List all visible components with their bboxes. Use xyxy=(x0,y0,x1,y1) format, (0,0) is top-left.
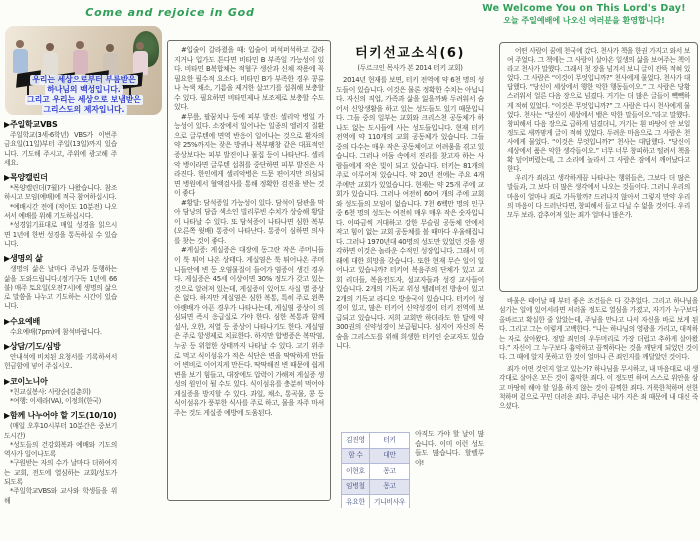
section-item: *구원받는 자의 수가 날마다 더하여지는 교회, 전도에 열심하는 교회/성도가 되도록 xyxy=(4,459,117,487)
mission-subtitle: (두르크인 목사가 본 2014 터키 교회) xyxy=(357,64,463,72)
missionary-row xyxy=(342,448,410,464)
section-item: 안내석에 비치된 요청서를 기록하셔서 헌금함에 넣어 주십시오. xyxy=(4,353,117,371)
closing-paragraph: 바울은 태어날 때 부터 좋은 조건들은 다 갖추었다. 그리고 하나님을 섬기는 일에 있어서라면 서러울 정도로 열심을 가졌고, 자기가 누구보다 올바르고 확실한 줄 알았는데, 주님을 만나고 나서 자신을 바로 보게 된다. 그리고 그는 이렇게 고백한다. “나는 하나님의 영광을 가리고, 대적하는 자로 살아왔다. 정말 죄인의 우두머리로 가장 더럽고 추하게 살아왔다.” 자신이 그 누구보다 흉악하고 끔찍하다는 것을 깨닫게 되었던 것이다. 그 때에 알지 못하고 한 것이 얼마나 큰 죄인지를 깨달았던 것이다. xyxy=(499,297,698,362)
health-paragraph: #황달: 담석증일 가능성이 있다. 담석이 담관을 막아 담낭의 담즙 색소인 빌리루빈 수치가 상승해 황달이 나타날 수 있다. 또 담석증이 나타나면 심한 복부(오른쪽 윗배) 통증이 나타난다. 통증이 심하면 의사를 찾는 것이 좋다. xyxy=(174,198,324,245)
announcement-section xyxy=(4,376,117,407)
missionary-country-cell: 대만 xyxy=(369,448,409,464)
caption-line-text: 우리는 세상으로부터 부름받은 xyxy=(32,75,136,84)
announcement-section xyxy=(4,253,117,311)
announcement-section xyxy=(4,316,117,337)
section-item: 수요예배(7pm)에 참석바랍니다. xyxy=(10,327,102,336)
missionary-name-cell: 함 수 xyxy=(342,448,370,464)
missionary-row xyxy=(342,495,410,509)
missionary-country-cell: 터키 xyxy=(369,433,409,449)
story-paragraph: 우리가 죄라고 생각하게끔 나타나는 행위들은, 그보다 더 많은 말들과, 그 보다 더 많은 생각에서 나오는 것들이다. 그러니 우리의 마음이 얼마나 죄로 가득할까? 드러나지 않아서 그렇지 만약 우리의 마음이 다 드러난다면, 창피해서 들고 다닐 수 없을 것이다. 우리 모두 보라. 감추어져 있는 죄가 얼마나 많은가. xyxy=(507,174,690,219)
announcements-column xyxy=(4,119,117,510)
mission-body: 2014년 현재를 보면, 터키 전역에 약 6천 명의 성도들이 있습니다. 이것은 물론 정확한 수치는 아닙니다. 자신의 직업, 가족과 삶을 잃을까봐 두려워서 숨어서 신앙생활을 하고 있는 성도들도 있기 때문입니다. 그들 중의 일부는 교회와 크리스천 공동체가 하나도 없는 도시들에 사는 성도들입니다. 현재 터키 전역에 약 110개의 교회 공동체가 있습니다. 그들 중의 다수는 매우 작은 공동체이고 어려움을 겪고 있습니다. 그러나 어둠 속에서 진리를 찾고자 하는 사람들에게 작은 빛이 되고 있습니다. 터키는 81개의 주로 이루어져 있습니다. 약 20년 전에는 주요 4개 주에만 교회가 있었습니다. 현재는 약 25개 주에 교회가 있습니다. 그러나 여전히 60여 개의 주에 교회와 성도들의 모임이 없습니다. 7천 6백만 명의 인구 중 6천 명의 성도는 여전히 매우 매우 작은 숫자입니다. 이따금씩 거대하고 강한 무슬림 공동체 안에서 작고 힘이 없는 교회 공동체를 볼 때마다 우울해집니다. 그러나 1970년대 40명의 성도만 있었던 것을 생각하면 이것은 놀라운 수적인 성장입니다. 그래서 미래에 대한 희망을 갖습니다. 또한 현재 무슨 일이 일어나고 있습니까? 터키어 복음주의 단체가 있고 교회 리더들, 복음전도자, 설교자들과 성경 교사들이 있습니다. 2개의 기독교 위성 텔레비전 방송이 있고 2개의 기독교 라디오 방송국이 있습니다. 터키어 성경이 있고, 많은 터키어 신약성경이 터키 전역에 보급되고 있습니다. 저희 교회만 하더라도 한 달에 약 300권의 신약성경이 보급됩니다. 심지어 자신의 목숨을 그리스도를 위해 희생한 터키인 순교자도 있습니다. xyxy=(336,76,484,350)
missionary-country-cell: 기니비사우 xyxy=(369,495,409,509)
mission-bottom xyxy=(336,430,484,508)
photo-caption xyxy=(12,72,156,112)
welcome-header xyxy=(470,3,698,26)
section-title: ▶주일학교VBS xyxy=(4,120,58,129)
section-item: 생명의 삶은 날마다 주님과 동행하는 삶을 도와드립니다.(정기구독 1년에 66불) 매주 토요일(오전7시)에 생명의 삶으로 말씀을 나누고 기도하는 시간이 있습니다. xyxy=(4,265,117,311)
section-title: ▶상담/기도/심방 xyxy=(4,342,61,352)
section-item: 주일학교(3세-6학년) VBS가 이번주 금요일(11일)부터 주일(13일)까지 있습니다. 기도해 주시고, 주위에 광고해 주세요. xyxy=(4,131,117,167)
caption-line xyxy=(12,72,156,82)
caption-line-text: 그리스도의 제자입니다. xyxy=(43,105,125,114)
section-item: *주일학교VBS와 교사와 학생들을 위해 xyxy=(4,487,117,505)
missionary-row xyxy=(342,464,410,480)
section-title: ▶함께 나누어야 할 기도(10/10) xyxy=(4,411,117,421)
caption-line-text: 그리고 우리는 세상으로 보냄받은 xyxy=(27,95,141,104)
section-item: *성경읽기표대로 매일 성경을 읽으시면 1년에 한번 성경을 통독하실 수 있습니다. xyxy=(4,221,117,248)
announcement-section xyxy=(4,341,117,372)
missionary-name-cell: 이현호 xyxy=(342,464,370,480)
section-item: *친교실봉사: 사랑순(김춘희) xyxy=(10,387,91,396)
mission-article xyxy=(336,42,484,508)
closing-paragraph: 죄가 어떤 것인지 알고 있는가? 하나님을 무시하고, 내 마음대로 내 생각대로 살아온 모든 것이 흉악한 죄다. 이 정도면 하며 스스로 위안을 삼고 마땅히 해야 할 일을 하지 않는 것이 끔찍한 죄다. 거룩한척하며 선한척하며 겉으로 꾸민 더러운 죄다. 주님은 내가 지은 죄 때문에 내 대신 죽으셨다. xyxy=(499,364,698,411)
missionary-table-body xyxy=(342,433,410,509)
section-item: *예배시간 전에 (적어도 10분전) 나오셔서 예배를 위해 기도하십시다. xyxy=(4,202,117,221)
section-item: *성도들의 건강회복과 예배와 기도의 역사가 일어나도록 xyxy=(4,440,117,459)
section-title: ▶목양캘린더 xyxy=(4,173,48,183)
missionary-country-cell: 몽고 xyxy=(369,479,409,495)
missionary-row xyxy=(342,433,410,449)
missionary-name-cell: 임병철 xyxy=(342,479,370,495)
story-paragraph: 어떤 사람이 꿈에 천국에 갔다. 천사가 책을 한권 가지고 와서 보여 주었다. 그 책에는 그 사람이 살아온 일생의 삶을 보여주는 책이라고 천사가 말했다. 그래서 첫 장을 넘겨서 보니 글이 잔뜩 적혀 있었다. 그 사람은 “이것이 무엇입니까?” 천사에게 물었다. 천사가 대답했다. “당신이 세상에서 행한 악한 행동들이오.” 그 사람은 당황스러워서 얼른 다음 장으로 넘겼다. 거기는 더 많은 글들이 빽빽하게 적혀 있었다. “이것은 무엇입니까?” 그 사람은 다시 천사에게 물었다. 천사는 “당신이 세상에서 뱉은 악한 말들이오.”라고 말했다. 창피해서 다음 장으로 급하게 넘겼더니, 거기는 흰 바탕이 안 보일 정도로 새까맣게 글이 적혀 있었다. 두려운 마음으로 그 사람은 천사에게 물었다. “이것은 무엇입니까?” 천사는 대답했다. “당신이 세상에서 품은 악한 생각들이오.” 너무 너무 창피하고 떨려서 책을 확 덮어버렸는데, 그 소리에 놀라서 그 사람은 잠에서 깨어났다고 한다. xyxy=(507,47,690,174)
left-page-motto: Come and rejoice in God xyxy=(85,6,255,19)
section-item: *여행: 이세라(VA), 이정희(한국) xyxy=(10,396,101,405)
health-paragraph: #게실증: 게실증은 대장에 동그란 작은 주머니들이 툭 튀어 나온 상태다. 게실염은 툭 튀어나온 주머니들안에 변 등 오염물질이 들어가 염증이 생긴 경우다. 게실증은 45세 이상이면 30% 정도가 갖고 있는 것으로 알려져 있는데, 게실증이 있어도 사실 별 증상은 없다. 하지만 게실염은 심한 복통, 특히 주로 왼쪽 아랫배가 아픈 경우가 나타나는데, 게실염 증상이 의심되면 즉시 응급실로 가야 한다. 심한 복통과 함께 설사, 오한, 저열 등 증상이 나타나기도 한다. 게실염은 주로 항생제로 치료한다. 하지만 합병증은 복막염, 누공 등 위험한 상태까지 나타날 수 있다. 고기 위주로 먹고 식이섬유가 적은 식단은 변을 딱딱하게 만들어 변비로 이어지게 만든다. 딱딱해진 변 때문에 쉽게 변을 보기 힘들고, 대장에도 압력이 가해져 게실증 생성의 원인이 될 수도 있다. 식이섬유를 충분히 먹어야 게실증을 방지할 수 있다. 과일, 채소, 통곡물, 콩 등 식이섬유가 풍부한 식사를 주로 하고, 물을 자주 마셔 주는 것도 게실증 예방에 도움된다. xyxy=(174,246,324,417)
health-paragraph: #입술이 갈라졌을 때: 입술이 퍼석퍼석하고 갈라지거나 입가도 튼다면 비타민 B 부족일 가능성이 있다. 비타민 B복합체는 적혈구 생산과 신체 작용에 꼭 필요한 필수적 요소다. 비타민 B가 부족한 경우 콩류나 녹색 채소, 기름을 제거한 살코기를 섭취해 보충할 수 있다. 필요하면 비타민제나 보조제로 보충할 수도 있다. xyxy=(174,46,324,112)
health-paragraph: #무릎, 팔꿈치나 등에 피부 발진: 셀리악 병일 가능성이 있다. 소장에서 일어나는 일종의 엘러지 질환으로 글루텐에 면역 반응이 일어나는 것으로 환자의 약 25%까지는 잦은 방귀나 복부팽창 같은 대표적인 증상보다는 피부 발진이나 물집 등이 나타난다. 셀리악 병이라면 글루텐 섭취를 중단하면 피부 발진은 사라진다. 한인에게 셀리악병은 드문 편이지만 의심되면 병원에서 혈액검사를 통해 정확한 검진을 받는 것이 좋다 xyxy=(174,112,324,198)
mission-title: 터키선교소식(6) xyxy=(355,46,465,61)
section-item: (매일 오후10시부터 10분간은 중보기도시간) xyxy=(4,422,117,440)
section-title: ▶생명의 삶 xyxy=(4,254,43,264)
missionary-table xyxy=(341,432,410,508)
announcement-section xyxy=(4,410,117,506)
welcome-line-en: We Welcome You on This Lord's Day! xyxy=(482,3,686,14)
welcome-line-ko: 오늘 주일예배에 나오신 여러분을 환영합니다! xyxy=(503,16,665,25)
caption-line-text: 하나님의 백성입니다. xyxy=(47,85,121,94)
announcement-section xyxy=(4,119,117,168)
section-title: ▶코이노니아 xyxy=(4,376,48,386)
missionary-name-cell: 김진영 xyxy=(342,433,370,449)
mission-body-after-table: 아직도 가야 할 날이 많습니다. 이미 이런 성도들도 많습니다. 할렐루야! xyxy=(415,430,484,467)
announcement-section xyxy=(4,172,117,249)
caption-line xyxy=(12,92,156,102)
missionary-name-cell: 유요한 xyxy=(342,495,370,509)
section-item: *목양캘린더(7월)가 나왔습니다. 참조하시고 모임(예배)에 적극 참여하십시다. xyxy=(4,184,117,202)
section-title: ▶수요예배 xyxy=(4,316,41,326)
closing-text xyxy=(499,297,698,515)
missionary-country-cell: 몽고 xyxy=(369,464,409,480)
health-tips-box xyxy=(167,40,331,501)
missionary-row xyxy=(342,479,410,495)
story-box xyxy=(499,42,698,292)
